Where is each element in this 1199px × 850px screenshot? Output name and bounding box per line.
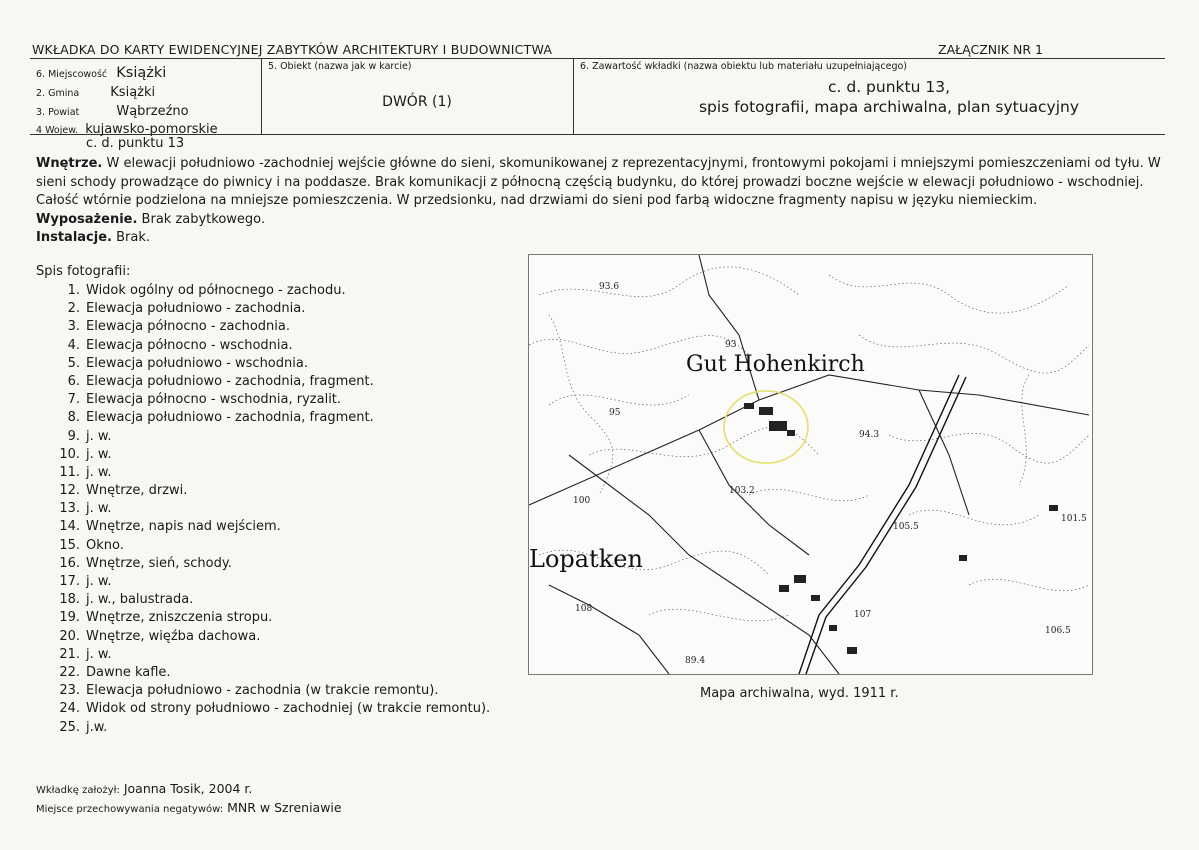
photo-description: j. w. [86, 646, 112, 662]
annex-label: ZAŁĄCZNIK NR 1 [938, 42, 1043, 57]
powiat-value: Wąbrzeźno [116, 104, 189, 119]
photo-number: 21. [59, 646, 80, 662]
installations-text: Brak. [111, 230, 150, 245]
photo-number: 16. [59, 555, 80, 571]
section-subtitle: c. d. punktu 13 [86, 136, 185, 151]
interior-text: W elewacji południowo -zachodniej wejście główne do sieni, skomunikowanej z reprezentacyjnymi, frontowymi pokojami i mniejszymi pomieszczeniami od tyłu. W sieni schody prowadzące do piwnicy i na poddasze. Brak komunikacji z północną częścią budynku, do której prowadzi boczne wejście w elewacji południowo - wschodniej. Całość wtórnie podzielona na mniejsze pomieszczenia. W przedsionku, nad drzwiami do sieni pod farbą widoczne fragmenty napisu w języku niemieckim. [36, 156, 1161, 208]
photo-list-item [36, 373, 490, 391]
spot-height: 100 [573, 496, 591, 506]
installations-paragraph [36, 229, 1166, 248]
furnishing-label: Wyposażenie. [36, 211, 138, 227]
author-line [36, 781, 252, 796]
photo-list-item [36, 719, 490, 737]
photo-list-item [36, 446, 490, 464]
photo-list-item [36, 318, 490, 336]
photo-number: 25. [59, 719, 80, 735]
photo-number: 19. [59, 610, 80, 626]
photo-list-item [36, 464, 490, 482]
map-label-village: Lopatken [529, 545, 643, 573]
spot-height: 93.6 [599, 282, 620, 292]
photo-description: j. w. [86, 574, 112, 589]
object-label: 5. Obiekt (nazwa jak w karcie) [268, 61, 412, 72]
photo-number: 7. [67, 392, 80, 408]
spot-height: 105.5 [893, 522, 919, 532]
photo-description: Elewacja północno - wschodnia. [86, 337, 293, 353]
spot-height: 93 [725, 340, 737, 350]
photo-description: j. w. [86, 464, 112, 480]
contents-line-1: c. d. punktu 13, [827, 78, 950, 96]
photo-list [36, 282, 490, 737]
photo-list-item [36, 500, 490, 518]
photo-list-item [36, 518, 490, 536]
photo-list-item [36, 646, 490, 664]
author-label: Wkładkę założył: [36, 785, 120, 796]
photo-number: 11. [59, 464, 80, 480]
miejscowosc-row [36, 62, 166, 81]
photo-list-item [36, 282, 490, 300]
photo-list-item [36, 628, 490, 646]
railway-line [799, 375, 966, 674]
photo-number: 15. [59, 537, 80, 553]
photo-list-item [36, 682, 490, 700]
photo-number: 4. [67, 337, 80, 353]
interior-label: Wnętrze. [36, 156, 103, 171]
storage-value: MNR w Szreniawie [227, 800, 342, 815]
manor-highlight-circle [724, 391, 808, 463]
photo-description: Elewacja południowo - zachodnia, fragment. [86, 373, 374, 389]
archival-map-drawing [529, 255, 1092, 674]
archival-map [528, 254, 1093, 675]
spot-height: 107 [854, 610, 872, 620]
document-title: WKŁADKA DO KARTY EWIDENCYJNEJ ZABYTKÓW ARCHITEKTURY I BUDOWNICTWA [32, 42, 553, 57]
photo-description: Elewacja północno - wschodnia, ryzalit. [86, 392, 342, 408]
photo-list-item [36, 337, 490, 355]
roads [529, 255, 1089, 674]
photo-description: j. w., balustrada. [86, 592, 194, 608]
photo-number: 23. [59, 683, 80, 699]
map-label-estate: Gut Hohenkirch [686, 352, 865, 377]
spot-height: 101.5 [1061, 514, 1087, 524]
miejscowosc-value: Książki [116, 65, 167, 81]
photo-description: Elewacja południowo - zachodnia (w trakcie remontu). [86, 683, 439, 699]
contents-label: 6. Zawartość wkładki (nazwa obiektu lub materiału uzupełniającego) [580, 61, 907, 72]
photo-number: 8. [67, 410, 80, 426]
photo-number: 6. [67, 373, 80, 389]
photo-list-item [36, 573, 490, 591]
photo-description: Elewacja południowo - zachodnia. [86, 301, 306, 317]
photo-list-item [36, 409, 490, 427]
powiat-label: 3. Powiat [36, 107, 80, 118]
storage-label: Miejsce przechowywania negatywów: [36, 804, 224, 815]
photo-description: j. w. [86, 501, 112, 517]
wojew-value: kujawsko-pomorskie [85, 122, 218, 137]
photo-number: 13. [59, 501, 80, 517]
furnishing-text: Brak zabytkowego. [137, 211, 266, 227]
photo-description: Wnętrze, napis nad wejściem. [86, 519, 281, 535]
installations-label: Instalacje. [36, 230, 112, 245]
photo-list-item [36, 391, 490, 409]
photo-list-item [36, 537, 490, 555]
description-text [36, 155, 1166, 248]
photo-list-item [36, 555, 490, 573]
photo-list-item [36, 664, 490, 682]
photo-list-heading: Spis fotografii: [36, 264, 131, 279]
photo-description: Widok od strony południowo - zachodniej (w trakcie remontu). [86, 701, 491, 717]
wojew-row [36, 118, 218, 137]
spot-height: 108 [575, 604, 593, 614]
photo-number: 20. [59, 628, 80, 644]
photo-description: Elewacja południowo - zachodnia, fragment. [86, 410, 374, 426]
photo-description: Widok ogólny od północnego - zachodu. [86, 283, 346, 298]
photo-number: 18. [59, 592, 80, 608]
gmina-label: 2. Gmina [36, 88, 80, 99]
spot-height: 103.2 [729, 486, 755, 496]
photo-description: Dawne kafle. [86, 664, 171, 680]
gmina-row [36, 81, 155, 100]
author-value: Joanna Tosik, 2004 r. [123, 781, 253, 796]
spot-height: 89.4 [685, 656, 706, 666]
object-value: DWÓR (1) [382, 94, 452, 110]
photo-number: 22. [59, 664, 80, 680]
spot-heights [573, 282, 1087, 666]
photo-number: 5. [67, 355, 80, 371]
photo-description: Elewacja północno - zachodnia. [86, 319, 291, 335]
photo-description: Elewacja południowo - wschodnia. [86, 355, 308, 371]
spot-height: 95 [609, 408, 621, 418]
photo-number: 24. [59, 701, 80, 717]
photo-description: j.w. [86, 719, 108, 735]
gmina-value: Książki [110, 85, 156, 100]
photo-list-item [36, 355, 490, 373]
header-divider-2 [573, 58, 574, 134]
contents-line-2: spis fotografii, mapa archiwalna, plan sytuacyjny [698, 98, 1080, 116]
photo-number: 10. [59, 446, 80, 462]
photo-list-item [36, 700, 490, 718]
furnishing-paragraph [36, 211, 1166, 230]
interior-paragraph [36, 155, 1166, 211]
photo-list-item [36, 300, 490, 318]
photo-description: Wnętrze, więźba dachowa. [86, 628, 261, 644]
photo-list-item [36, 428, 490, 446]
photo-description: Wnętrze, zniszczenia stropu. [86, 610, 273, 626]
photo-list-item [36, 591, 490, 609]
photo-list-item [36, 609, 490, 627]
photo-description: j. w. [86, 428, 112, 444]
photo-description: Wnętrze, sień, schody. [86, 555, 232, 571]
spot-height: 94.3 [859, 430, 880, 440]
photo-description: Wnętrze, drzwi. [86, 483, 188, 499]
photo-number: 12. [59, 483, 80, 499]
photo-number: 14. [59, 519, 80, 535]
wojew-label: 4 Wojew. [36, 125, 79, 136]
photo-number: 3. [67, 319, 80, 335]
spot-height: 106.5 [1045, 626, 1071, 636]
photo-number: 9. [67, 428, 80, 444]
photo-number: 2. [67, 301, 80, 317]
storage-line [36, 800, 342, 815]
photo-description: j. w. [86, 446, 112, 462]
photo-description: Okno. [86, 537, 124, 553]
photo-number: 1. [67, 283, 80, 298]
map-caption: Mapa archiwalna, wyd. 1911 r. [700, 686, 899, 701]
photo-number: 17. [59, 574, 80, 589]
header-top-rule [30, 58, 1165, 59]
powiat-row [36, 100, 189, 119]
photo-list-item [36, 482, 490, 500]
miejscowosc-label: 6. Miejscowość [36, 69, 108, 80]
